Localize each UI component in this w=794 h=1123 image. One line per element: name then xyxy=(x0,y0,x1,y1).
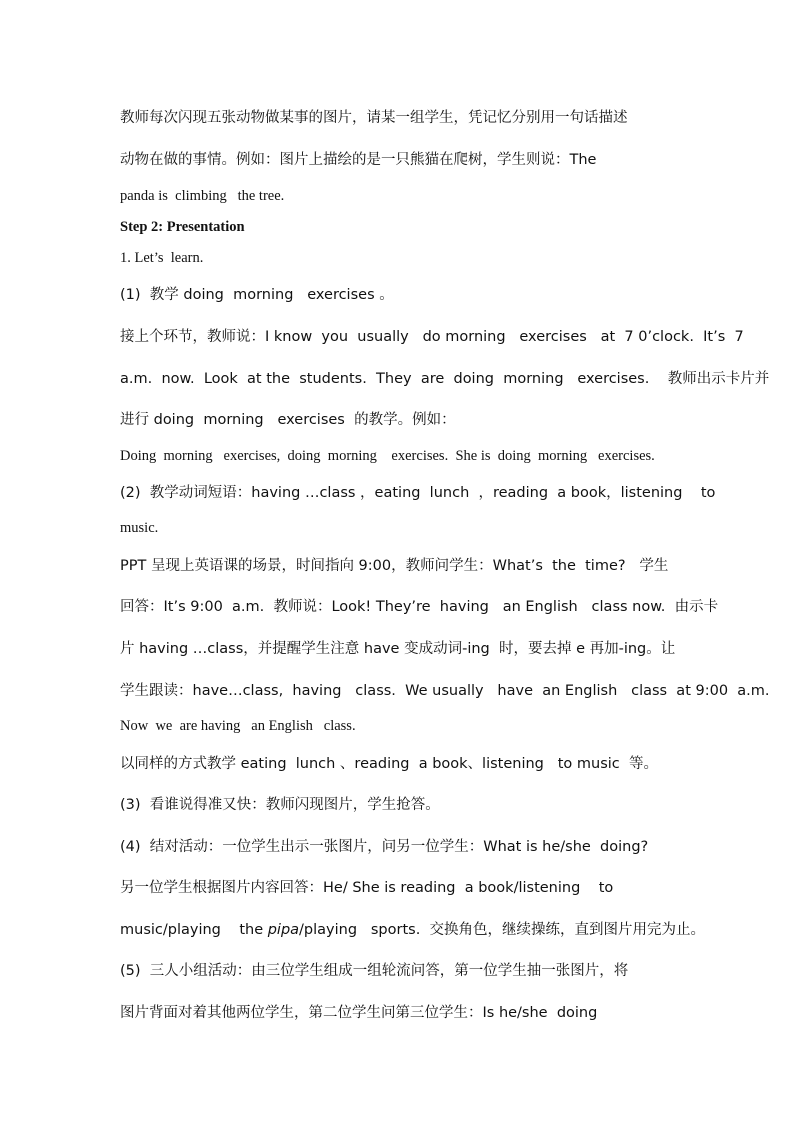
paragraph-line: panda is climbing the tree. xyxy=(120,188,285,204)
paragraph-line xyxy=(120,921,705,939)
paragraph-line: 另一位学生根据图片内容回答：He/ She is reading a book/listening to xyxy=(120,880,614,896)
paragraph-line: (5) 三人小组活动：由三位学生组成一组轮流问答，第一位学生抽一张图片，将 xyxy=(120,963,629,979)
paragraph-line: 动物在做的事情。例如：图片上描绘的是一只熊猫在爬树，学生则说：The xyxy=(120,152,597,168)
paragraph-line: (2) 教学动词短语：having …class ，eating lunch ，reading a book，listening to xyxy=(120,485,716,501)
paragraph-line: 接上个环节，教师说：I know you usually do morning exercises at 7 0’clock. It’s 7 xyxy=(120,329,744,345)
paragraph-line: 以同样的方式教学 eating lunch 、reading a book、listening to music 等。 xyxy=(120,756,658,772)
paragraph-line: 1. Let’s learn. xyxy=(120,250,204,266)
paragraph-line: a.m. now. Look at the students. They are doing morning exercises. 教师出示卡片并 xyxy=(120,371,770,387)
paragraph-line: Now we are having an English class. xyxy=(120,718,356,734)
line-part: /playing sports. 交换角色，继续操练，直到图片用完为止。 xyxy=(299,922,706,938)
paragraph-line: 图片背面对着其他两位学生，第二位学生问第三位学生：Is he/she doing xyxy=(120,1005,598,1021)
paragraph-line: Doing morning exercises, doing morning exercises. She is doing morning exercises. xyxy=(120,448,655,464)
paragraph-line: music. xyxy=(120,520,159,536)
section-heading: Step 2: Presentation xyxy=(120,219,245,235)
paragraph-line: (4) 结对活动：一位学生出示一张图片，问另一位学生：What is he/she doing? xyxy=(120,839,649,855)
paragraph-line: 进行 doing morning exercises 的教学。例如： xyxy=(120,412,456,428)
paragraph-line: 教师每次闪现五张动物做某事的图片，请某一组学生，凭记忆分别用一句话描述 xyxy=(120,110,628,126)
paragraph-line: PPT 呈现上英语课的场景，时间指向 9:00，教师问学生：What’s the time? 学生 xyxy=(120,558,669,574)
paragraph-line: 学生跟读：have…class, having class. We usually have an English class at 9:00 a.m. xyxy=(120,683,770,699)
paragraph-line: (1) 教学 doing morning exercises 。 xyxy=(120,287,394,303)
italic-word: pipa xyxy=(267,922,300,938)
paragraph-line: 回答：It’s 9:00 a.m. 教师说：Look! They’re having an English class now. 由示卡 xyxy=(120,599,719,615)
line-part: music/playing the xyxy=(120,922,268,938)
paragraph-line: 片 having …class，并提醒学生注意 have 变成动词-ing 时，要去掉 e 再加-ing。让 xyxy=(120,641,676,657)
paragraph-line: (3) 看谁说得准又快：教师闪现图片，学生抢答。 xyxy=(120,797,440,813)
